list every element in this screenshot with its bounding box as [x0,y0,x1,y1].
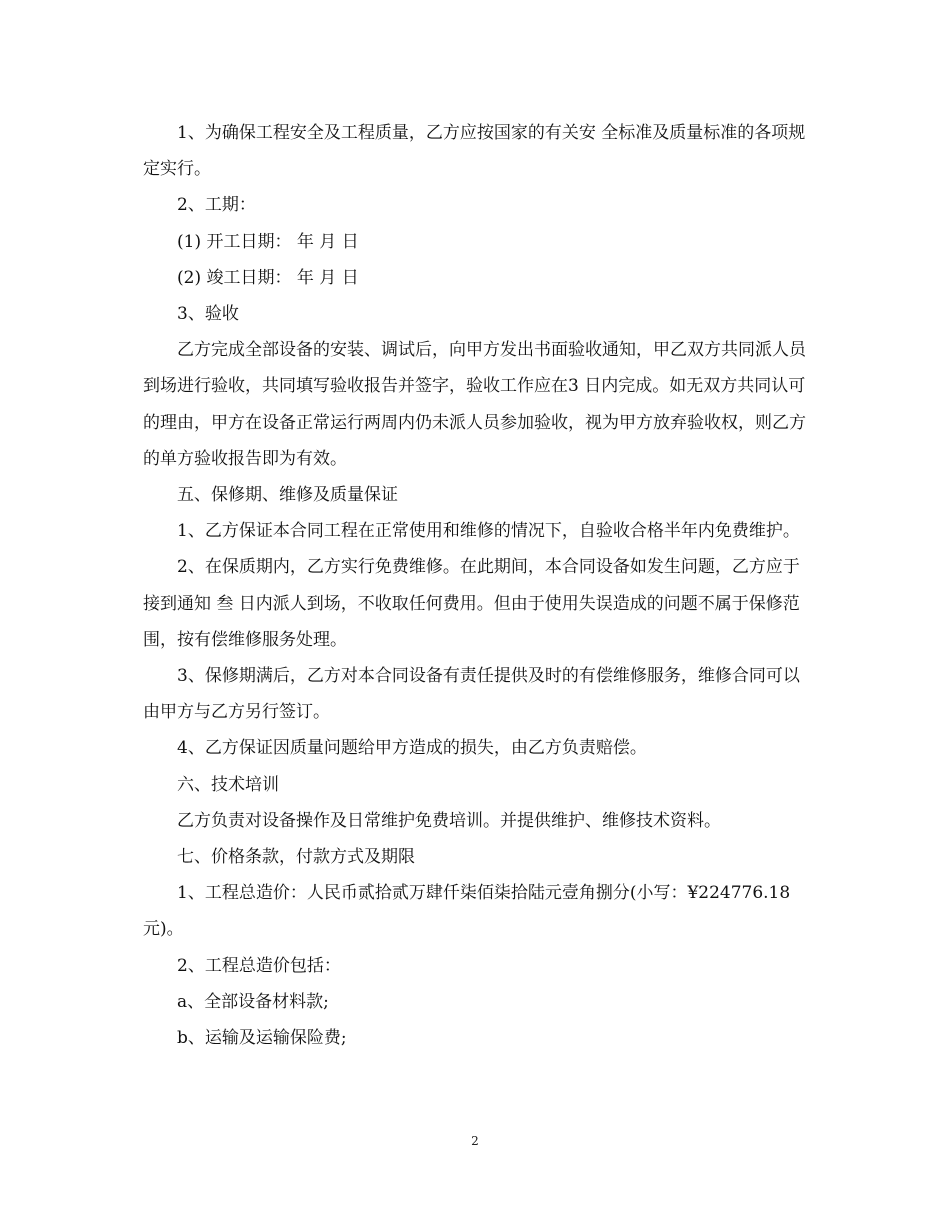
page-number: 2 [471,1134,479,1148]
section-heading-training: 六、技术培训 [177,774,279,795]
paragraph-total-price: 1、工程总造价：人民币贰拾贰万肆仟柒佰柒拾陆元壹角捌分(小写：¥224776.18元)。 [143,883,791,940]
list-item-equipment-cost: a、全部设备材料款; [177,991,329,1012]
paragraph-warranty-4: 4、乙方保证因质量问题给甲方造成的损失，由乙方负责赔偿。 [177,738,647,759]
paragraph-warranty-3: 3、保修期满后，乙方对本合同设备有责任提供及时的有偿维修服务，维修合同可以由甲方与乙方另行签订。 [143,666,800,723]
section-heading-pricing: 七、价格条款，付款方式及期限 [177,847,415,868]
paragraph-completion-date: (2) 竣工日期： 年 月 日 [177,267,359,288]
paragraph-acceptance-body: 乙方完成全部设备的安装、调试后，向甲方发出书面验收通知，甲乙双方共同派人员到场进行验收，共同填写验收报告并签字，验收工作应在3 日内完成。如无双方共同认可的理由，甲方在设备正常运行两周内仍未派人员参加验收，视为甲方放弃验收权，则乙方的单方验收报告即为有效。 [143,340,806,469]
paragraph-training-body: 乙方负责对设备操作及日常维护免费培训。并提供维护、维修技术资料。 [177,810,721,831]
document-body [143,115,813,1056]
paragraph-price-includes: 2、工程总造价包括： [177,955,341,976]
list-item-transport-cost: b、运输及运输保险费; [177,1028,347,1049]
section-heading-warranty: 五、保修期、维修及质量保证 [177,485,398,506]
paragraph-acceptance-heading: 3、验收 [177,304,239,325]
paragraph-safety-standards: 1、为确保工程安全及工程质量，乙方应按国家的有关安 全标准及质量标准的各项规定实行。 [143,123,806,180]
paragraph-schedule-heading: 2、工期： [177,195,256,216]
paragraph-warranty-2: 2、在保质期内，乙方实行免费维修。在此期间，本合同设备如发生问题，乙方应于接到通知 叁 日内派人到场，不收取任何费用。但由于使用失误造成的问题不属于保修范围，按有偿维修服务处理。 [143,557,800,650]
paragraph-start-date: (1) 开工日期： 年 月 日 [177,231,359,252]
paragraph-warranty-1: 1、乙方保证本合同工程在正常使用和维修的情况下，自验收合格半年内免费维护。 [177,521,800,542]
